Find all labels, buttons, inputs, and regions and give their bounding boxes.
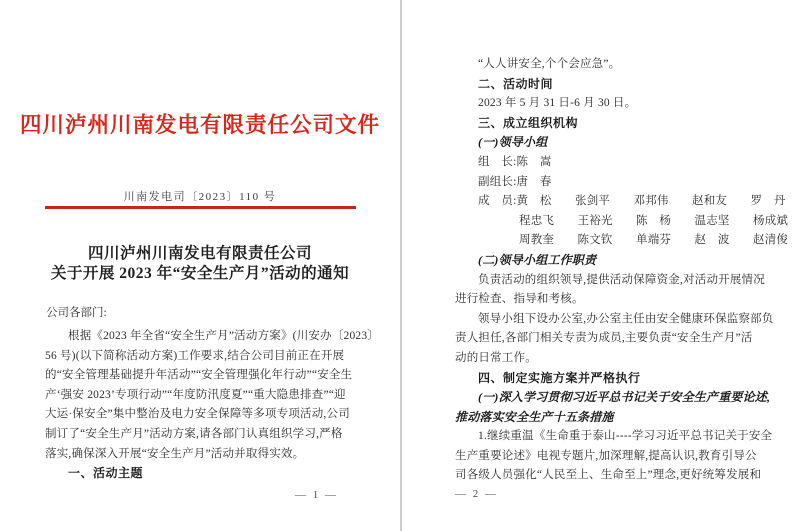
notice-title [0,244,400,284]
roster-line-deputy-leader: 副组长:唐 春 [478,175,552,188]
body-line: 1.继续重温《生命重于泰山----学习习近平总书记关于安全 [478,430,773,443]
body-line: 大运·保安全”集中整治及电力安全保障等多项专项活动,公司 [45,408,350,421]
subsection-heading-study-line1: (一)深入学习贯彻习近平总书记关于安全生产重要论述, [478,390,771,405]
doc-number: 川南发电司〔2023〕110 号 [123,191,277,203]
body-line: 56 号)(以下简称活动方案)工作要求,结合公司目前正在开展 [45,349,345,362]
body-line-dates: 2023 年 5 月 31 日-6 月 30 日。 [478,97,637,110]
body-line: 动的日常工作。 [455,351,537,364]
section-heading-activity-theme: 一、活动主题 [68,466,144,481]
body-line: 落实,确保深入开展“安全生产月”活动并取得实效。 [45,447,305,460]
section-heading-implementation: 四、制定实施方案并严格执行 [478,370,641,385]
roster-line-members-2: 程忠飞 王裕光 陈 杨 温志坚 杨成斌 [519,214,789,227]
roster-line-members-1: 成 员:黄 松 张剑平 邓邦伟 赵和友 罗 丹 [478,195,786,208]
body-line: 领导小组下设办公室,办公室主任由安全健康环保监察部负 [478,312,774,325]
page-number-1: — 1 — [295,489,338,501]
body-paragraph-page2 [455,55,787,486]
page-2 [402,0,800,531]
subsection-heading-study-line2: 推动落实安全生产十五条措施 [455,409,614,424]
salutation: 公司各部门: [46,307,107,319]
body-line-theme-text: “人人讲安全,个个会应急”。 [478,58,621,70]
body-line: 责人担任,各部门相关专责为成员,主要负责“安全生产月”活 [455,332,753,345]
red-separator-line [45,206,356,209]
section-heading-activity-time: 二、活动时间 [478,76,554,91]
body-line: 负责活动的组织领导,提供活动保障资金,对活动开展情况 [478,273,765,286]
subsection-heading-leading-group: (一)领导小组 [478,135,548,150]
body-line: 产‘强安 2023’专项行动”“年度防汛度夏”“重大隐患排查”“迎 [45,388,346,401]
roster-line-members-3: 周教奎 陈文钦 单端芬 赵 波 赵清俊 [519,234,789,247]
body-line: 的“安全管理基础提升年活动”“安全管理强化年行动”“安全生 [45,369,353,382]
section-heading-organization: 三、成立组织机构 [478,115,579,130]
roster-line-leader: 组 长:陈 嵩 [478,155,552,168]
letterhead-title: 四川泸州川南发电有限责任公司文件 [19,113,380,137]
body-line: 制订了“安全生产月”活动方案,请各部门认真组织学习,严格 [45,427,343,440]
body-line: 根据《2023 年全省“安全生产月”活动方案》(川安办〔2023〕 [68,330,380,342]
body-line: 进行检查、指导和考核。 [455,293,584,306]
subsection-heading-group-duties: (二)领导小组工作职责 [478,252,597,267]
body-line: 司各级人员强化“人民至上、生命至上”理念,更好统筹发展和 [455,469,762,482]
body-paragraph-page1 [45,327,380,484]
body-line: 生产重要论述》电视专题片,加深理解,提高认识,教育引导公 [455,449,757,462]
page-number-2: — 2 — [455,488,498,500]
notice-title-line2: 关于开展 2023 年“安全生产月”活动的通知 [50,265,350,282]
notice-title-line1: 四川泸州川南发电有限责任公司 [87,245,312,262]
